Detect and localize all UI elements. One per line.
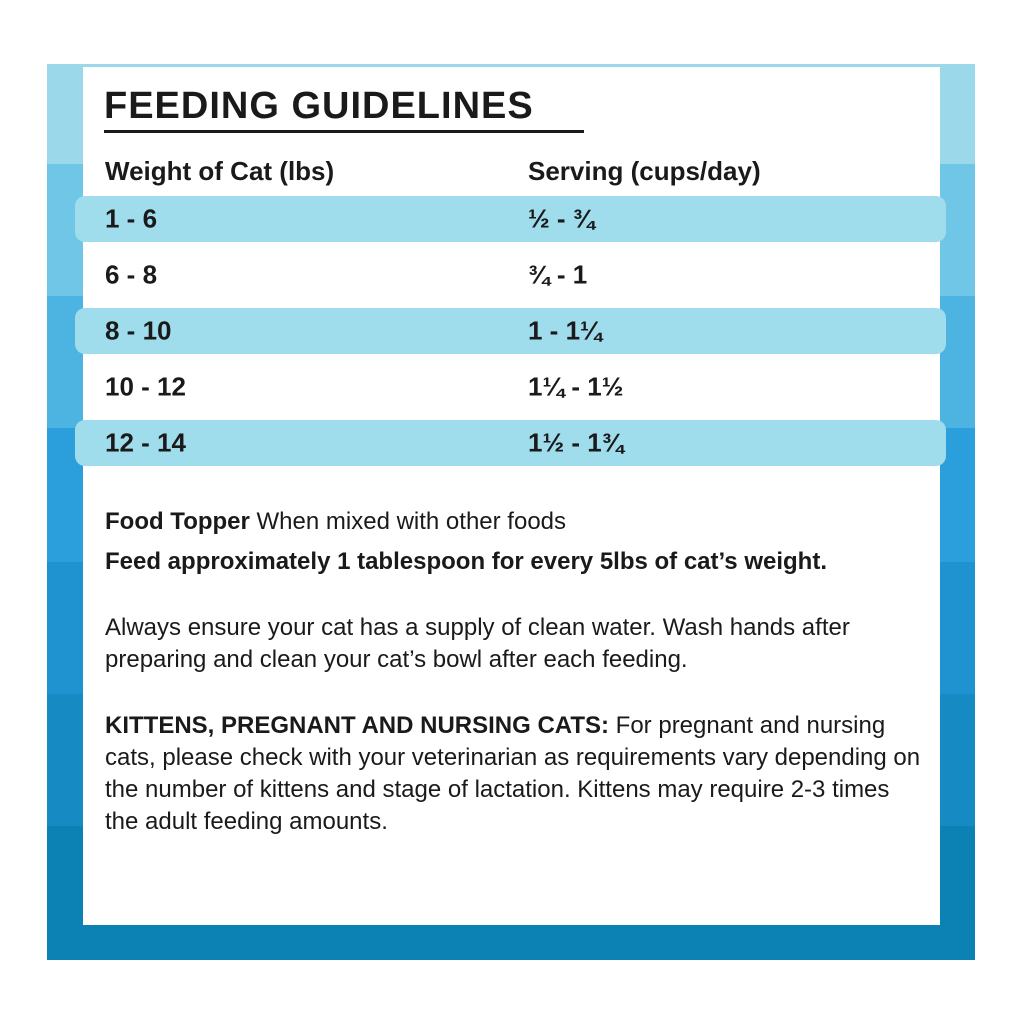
serving-column-header: Serving (cups/day) bbox=[528, 156, 761, 186]
food-topper-line bbox=[105, 506, 925, 538]
serving-cell: 1¼ - 1½ bbox=[528, 371, 624, 402]
table-row bbox=[75, 420, 946, 466]
weight-column-header: Weight of Cat (lbs) bbox=[105, 156, 335, 186]
kittens-text: For pregnant and nursing cats, please check with your veterinarian as requirements vary depending on the number of kittens and stage of lactation. Kittens may require 2-3 times the adult feeding amounts. bbox=[105, 712, 921, 835]
title-underline bbox=[104, 130, 584, 133]
weight-cell: 8 - 10 bbox=[105, 315, 172, 346]
table-row bbox=[75, 308, 946, 354]
page-title: FEEDING GUIDELINES bbox=[104, 85, 534, 127]
table-row bbox=[75, 196, 946, 242]
weight-cell: 12 - 14 bbox=[105, 427, 186, 458]
serving-cell: 1 - 1¼ bbox=[528, 315, 602, 346]
water-note: Always ensure your cat has a supply of clean water. Wash hands after preparing and clean your cat’s bowl after each feeding. bbox=[105, 614, 850, 673]
table-row bbox=[75, 252, 946, 298]
serving-cell: 1½ - 1¾ bbox=[528, 427, 624, 458]
food-topper-instruction: Feed approximately 1 tablespoon for every 5lbs of cat’s weight. bbox=[105, 548, 827, 575]
weight-cell: 6 - 8 bbox=[105, 259, 158, 290]
kittens-label: KITTENS, PREGNANT AND NURSING CATS: bbox=[105, 712, 609, 739]
kittens-note bbox=[105, 710, 925, 838]
weight-cell: 1 - 6 bbox=[105, 203, 158, 234]
serving-cell: ½ - ¾ bbox=[528, 203, 595, 234]
food-topper-note: When mixed with other foods bbox=[256, 508, 567, 535]
food-topper-label: Food Topper bbox=[105, 508, 250, 535]
weight-cell: 10 - 12 bbox=[105, 371, 186, 402]
serving-cell: ¾ - 1 bbox=[528, 259, 588, 290]
table-row bbox=[75, 364, 946, 410]
